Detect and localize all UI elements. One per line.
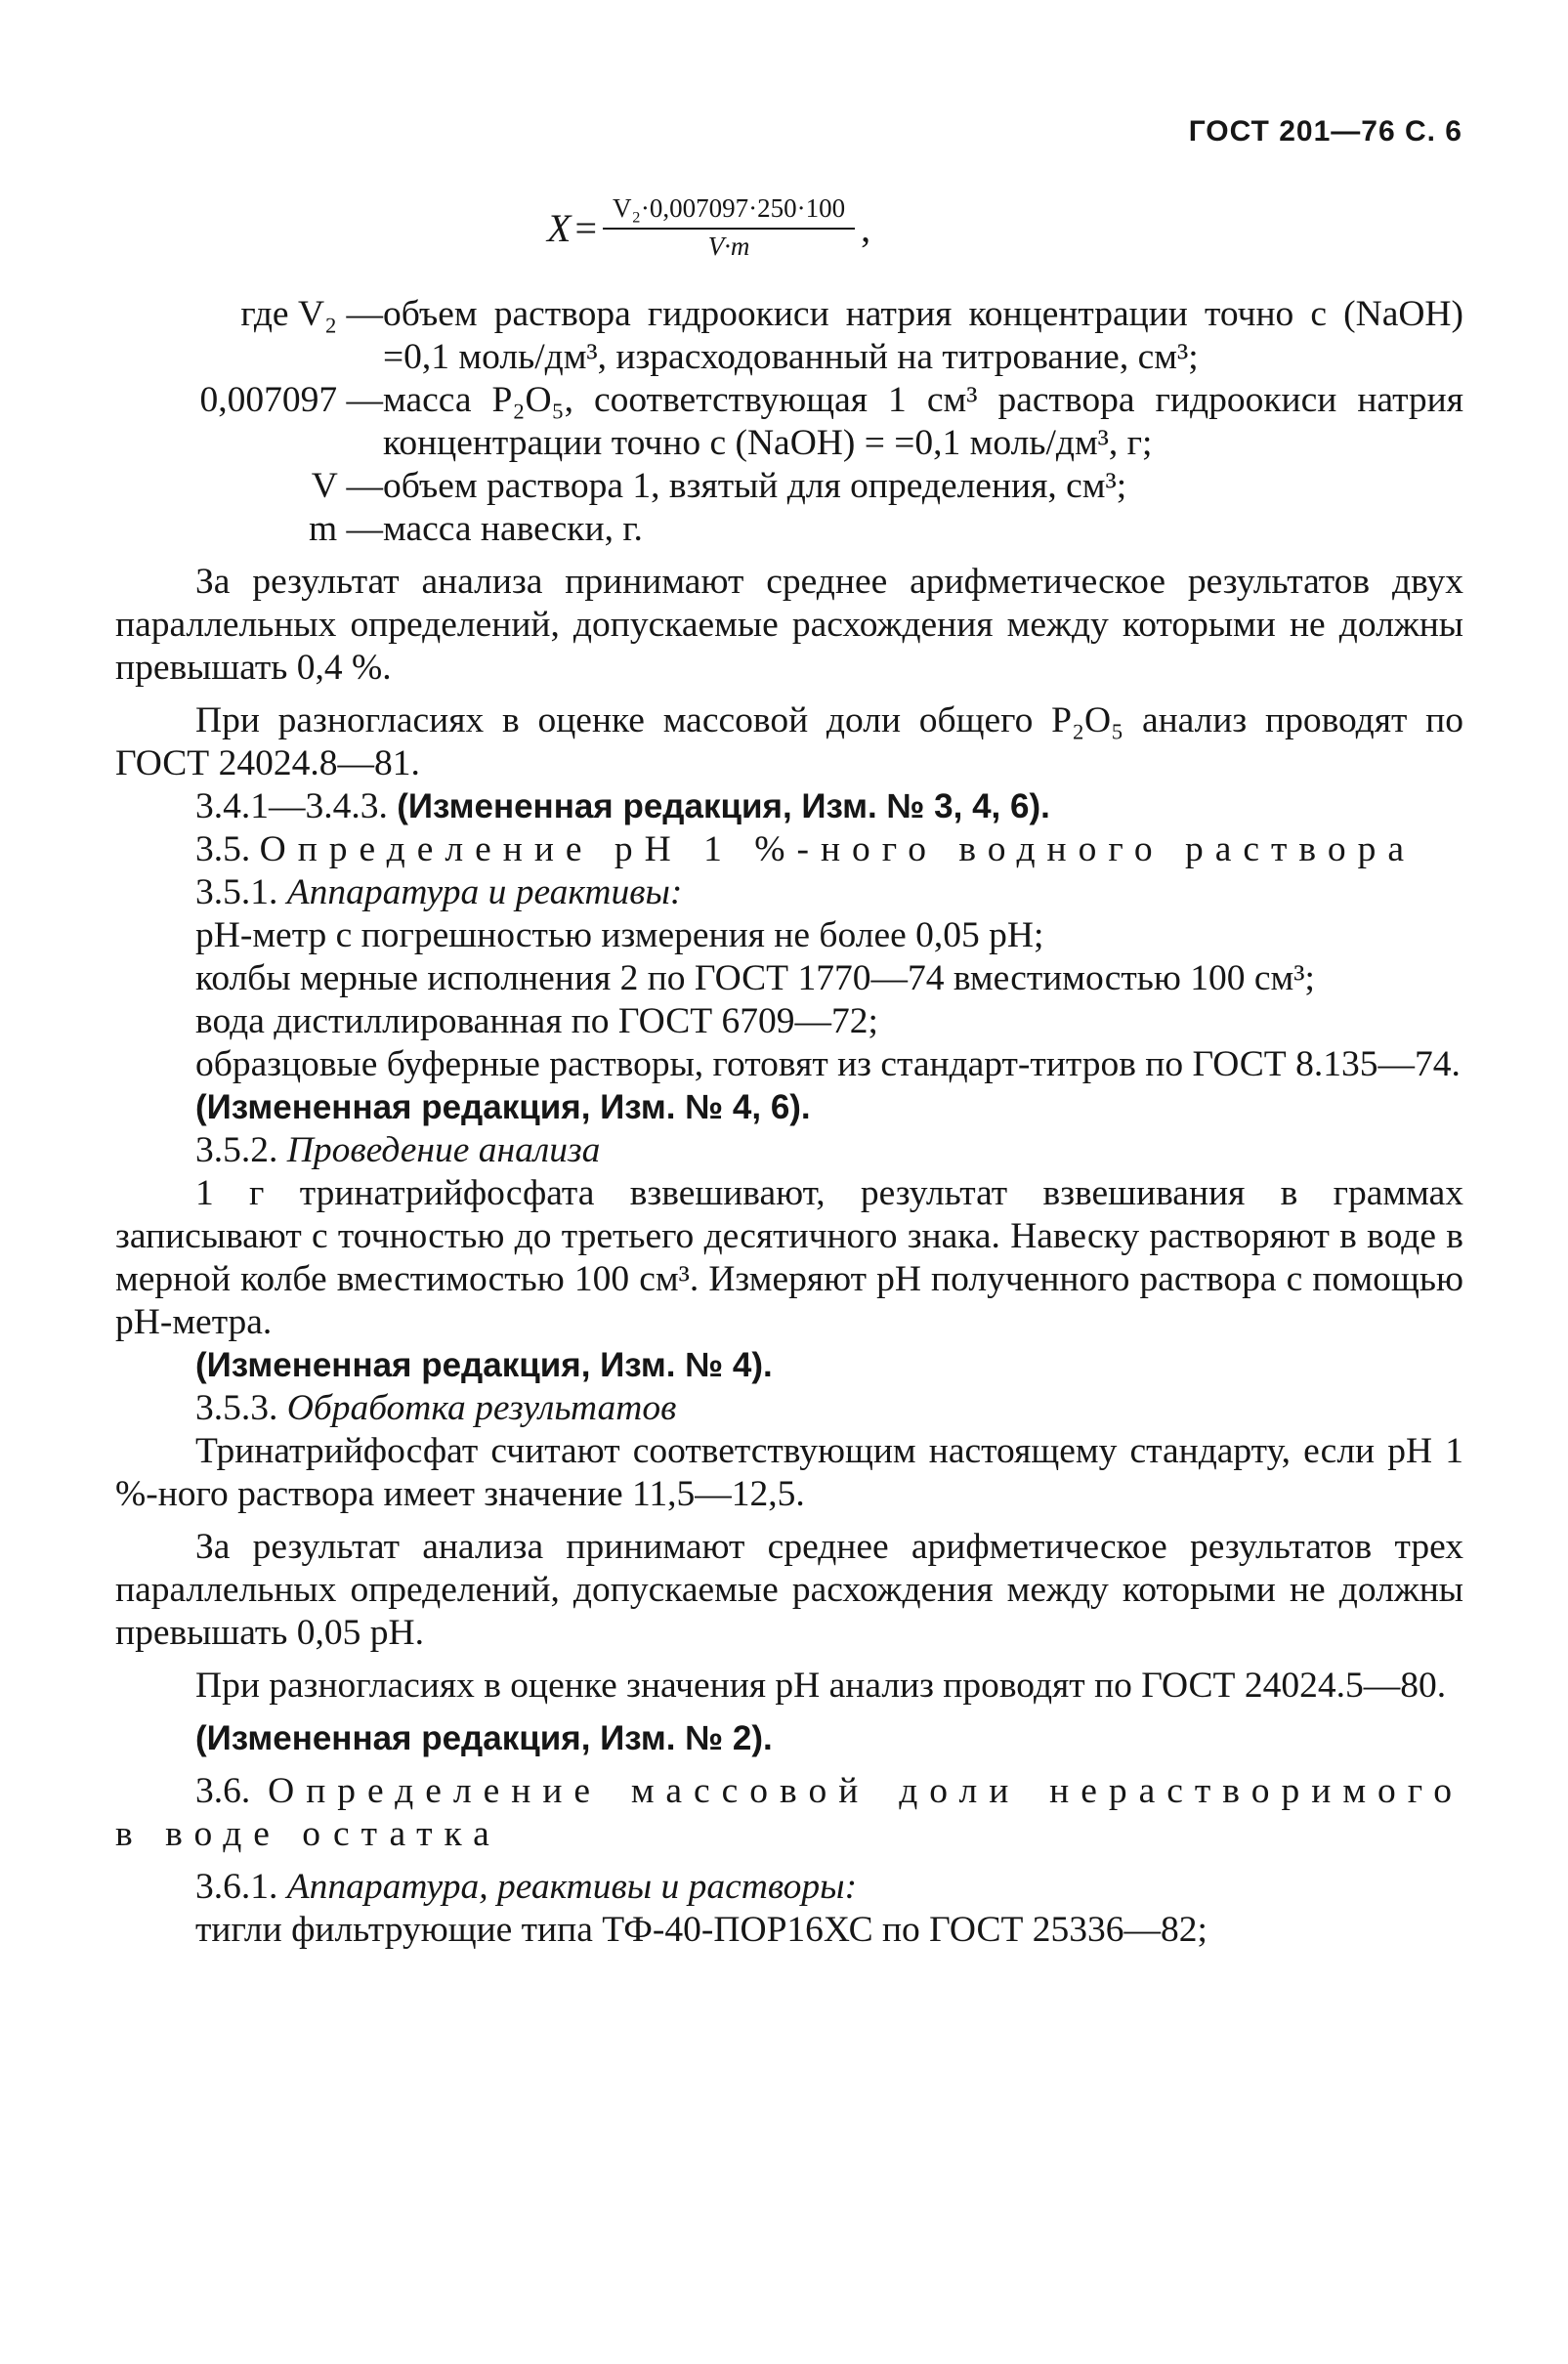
amendment-text: (Измененная редакция, Изм. № 4). <box>195 1346 773 1384</box>
subsection-title: Проведение анализа <box>286 1130 601 1170</box>
section-heading-3-6 <box>115 1770 1463 1856</box>
amendment-note <box>115 1717 1463 1760</box>
subsection-title: Обработка результатов <box>286 1388 677 1428</box>
formula-lhs: X <box>547 205 572 250</box>
definition-desc: масса P₂O₅, соответствующая 1 см³ раствора гидроокиси натрия концентрации точно c (NaOH) = =0,1 моль/дм³, г; <box>383 380 1463 463</box>
subsection-number: 3.6.1. <box>195 1867 278 1907</box>
definition-desc: объем раствора гидроокиси натрия концентрации точно c (NaOH) =0,1 моль/дм³, израсходованный на титрование, см³; <box>383 294 1463 377</box>
amendment-note <box>115 1086 1463 1129</box>
paragraph-disagreement-ph: При разногласиях в оценке значения pH анализ проводят по ГОСТ 24024.5—80. <box>195 1666 1447 1706</box>
definition-desc: масса навески, г. <box>383 509 643 549</box>
amendment-note <box>115 1344 1463 1387</box>
definition-term: где V₂ — <box>240 294 383 334</box>
definition-desc: объем раствора 1, взятый для определения, см³; <box>383 466 1127 506</box>
definition-row <box>115 465 1463 508</box>
formula <box>547 193 870 262</box>
subsection-title: Аппаратура и реактивы: <box>286 872 683 912</box>
paragraph-compliance: Тринатрийфосфат считают соответствующим настоящему стандарту, если pH 1 %-ного раствора имеет значение 11,5—12,5. <box>115 1431 1463 1514</box>
document-body <box>115 293 1463 1952</box>
amendment-note <box>115 785 1463 828</box>
paragraph-result-p2o5: За результат анализа принимают среднее арифметическое результатов двух параллельных определений, допускаемые расхождения между которыми не должны превышать 0,4 %. <box>115 562 1463 688</box>
definition-term: 0,007097 — <box>199 380 383 420</box>
paragraph-disagreement-p2o5: При разногласиях в оценке массовой доли общего P₂O₅ анализ проводят по ГОСТ 24024.8—81. <box>115 700 1463 783</box>
subsection-title: Аппаратура, реактивы и растворы: <box>286 1867 858 1907</box>
definition-term: m — <box>308 509 383 549</box>
formula-numerator: V₂·0,007097·250·100 <box>603 193 855 230</box>
list-item: вода дистиллированная по ГОСТ 6709—72; <box>195 1001 878 1041</box>
list-item: образцовые буферные растворы, готовят из стандарт-титров по ГОСТ 8.135—74. <box>195 1044 1461 1084</box>
amendment-text: (Измененная редакция, Изм. № 2). <box>195 1719 773 1757</box>
list-item: тигли фильтрующие типа ТФ-40-ПОР16ХС по ГОСТ 25336—82; <box>195 1910 1208 1950</box>
section-title: Определение pH 1 %-ного водного раствора <box>259 829 1416 869</box>
section-number: 3.5. <box>195 829 251 869</box>
section-title: Определение массовой доли нерастворимого в воде остатка <box>115 1771 1464 1854</box>
subsection-number: 3.5.3. <box>195 1388 278 1428</box>
formula-equals: = <box>574 205 597 250</box>
formula-fraction <box>603 193 855 262</box>
formula-denominator: V·m <box>707 232 750 261</box>
formula-tail: , <box>861 205 871 250</box>
paragraph-result-ph: За результат анализа принимают среднее арифметическое результатов трех параллельных определений, допускаемые расхождения между которыми не должны превышать 0,05 pH. <box>115 1527 1463 1653</box>
list-item: колбы мерные исполнения 2 по ГОСТ 1770—74 вместимостью 100 см³; <box>195 958 1315 998</box>
definition-row <box>115 379 1463 465</box>
subsection-heading-3-5-3 <box>115 1387 1463 1430</box>
section-heading-3-5 <box>115 828 1463 871</box>
amendment-text: (Измененная редакция, Изм. № 4, 6). <box>195 1088 811 1126</box>
definition-row <box>115 508 1463 551</box>
amendment-text: (Измененная редакция, Изм. № 3, 4, 6). <box>397 787 1050 825</box>
clause-number: 3.4.1—3.4.3. <box>195 786 388 826</box>
subsection-heading-3-5-2 <box>115 1129 1463 1172</box>
section-number: 3.6. <box>195 1771 251 1811</box>
subsection-heading-3-5-1 <box>115 871 1463 914</box>
subsection-number: 3.5.2. <box>195 1130 278 1170</box>
paragraph-procedure: 1 г тринатрийфосфата взвешивают, результат взвешивания в граммах записывают с точностью до третьего десятичного знака. Навеску растворяют в воде в мерной колбе вместимостью 100 см³. Измеряют pH полученного раствора с помощью pH-метра. <box>115 1173 1463 1342</box>
page-header: ГОСТ 201—76 С. 6 <box>1188 115 1462 148</box>
subsection-number: 3.5.1. <box>195 872 278 912</box>
definition-row <box>115 293 1463 379</box>
list-item: pH-метр с погрешностью измерения не более 0,05 pH; <box>195 915 1044 955</box>
subsection-heading-3-6-1 <box>115 1866 1463 1909</box>
definition-term: V — <box>311 466 383 506</box>
